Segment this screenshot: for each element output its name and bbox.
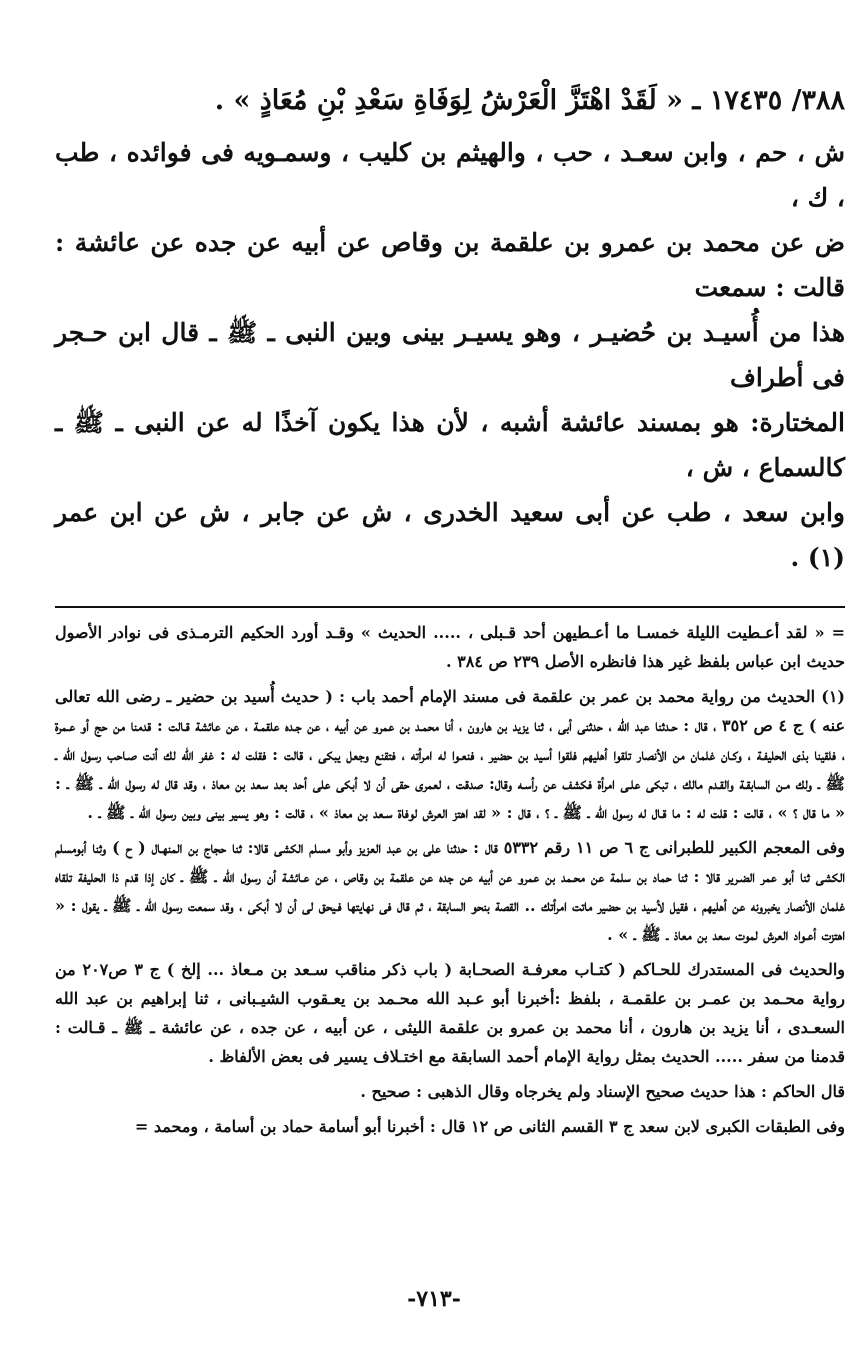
hadith-line: ض عن محمد بن عمرو بن علقمة بن وقاص عن أبيه عن جده عن عائشة : قالت : سمعت [55, 228, 845, 302]
hadith-heading: ٣٨٨/ ١٧٤٣٥ ـ « لَقَدْ اهْتَزَّ الْعَرْشُ لِوَفَاةِ سَعْدِ بْنِ مُعَاذٍ » . [214, 85, 845, 116]
footnote-paragraph: والحديث فى المستدرك للحـاكم ( كتـاب معرفـة الصحـابة ( باب ذكر مناقب سـعد بن مـعاذ ... إلخ ) ج ٣ ص٢٠٧ من رواية محـمد بن عمـر بن علقمـة ، بلفظ :أخبرنا أبو عـبد الله محـمد بن يعـقوب الشيـبانى ، ثنا إبراهيم بن عبد الله السعـدى ، أنا يزيد بن هارون ، أنا محمد بن عمرو بن علقمة الليثى ، عن أبيه ، عن جده ، عن عائشة ـ ﷺ ـ قـالت : قدمنا من سفر ..... الحديث بمثل رواية الإمام أحمد السابقة مع اختـلاف يسير فى بعض الألفاظ . [55, 960, 846, 1066]
document-page [55, 78, 845, 1147]
footnote-divider [55, 606, 845, 608]
hadith-line: ش ، حم ، وابن سعـد ، حب ، والهيثم بن كليب ، وسمـويه فى فوائده ، طب ، ك ، [55, 138, 845, 212]
page-number: -٧١٣- [407, 1286, 461, 1312]
footnotes [55, 618, 845, 1141]
footnote-paragraph: = « لقد أعـطيت الليلة خمسـا ما أعـطيهن أحد قـبلى ، ..... الحديث » وقـد أورد الحكيم الترمـذى فى نوادر الأصول حديث ابن عباس بلفظ غير هذا فانظره الأصل ٢٣٩ ص ٣٨٤ . [55, 623, 845, 671]
hadith-body [55, 130, 845, 580]
hadith-line: وابن سعد ، طب عن أبى سعيد الخدرى ، ش عن جابر ، ش عن ابن عمر (١) . [55, 498, 845, 572]
footnote-paragraph: (١) الحديث من رواية محمد بن عمر بن علقمة فى مسند الإمام أحمد باب : ( حديث أُسيد بن حضير ـ رضى الله تعالى عنه ) ج ٤ ص ٣٥٢ ، قال : حـدثنا عبد الله ، حدثنى أبى ، ثنا يزيد بن هارون ، أنا محمـد بن عمرو عن أبيه ، عن جـده علقمـة ، عن عائشة قـالت : قدمنا من حج أو عـمرة ، فلقينا بذى الحليفـة ، وكـان غلمان من الأنصار تلقوا أهليهم فلقوا أسيد بن حضير ، فنعـوا له امرأته ، فتقنع وجعل يبكى ، قالت : فقلت له : غفر الله لك أنت صـاحب رسول الله ـ ﷺ ـ ولك مـن السابقـة والقـدم مالك ، تبكى علـى امرأة فكشف عن رأسـه وقال: صدقت ، لعمرى حقى أن لا أبكى على أحد بعد سعد بن معاذ ، وقد قال له رسول الله ـ ﷺ ـ : « ما قال ؟ » ، قالت : قلت له : ما قـال له رسول الله ـ ﷺ ـ ؟ ، قال : « لقد اهتز العرش لوفاة سـعد بن معاذ » ، قالت : وهو يسير بينى وبين رسول الله ـ ﷺ ـ . [55, 687, 846, 822]
footnote-paragraph: قال الحاكم : هذا حديث صحيح الإسناد ولم يخرجاه وقال الذهبى : صحيح . [360, 1082, 845, 1101]
hadith-line: هذا من أُسيـد بن حُضيـر ، وهو يسيـر بينى وبين النبى ـ ﷺ ـ قال ابن حـجر فى أطراف [55, 318, 845, 392]
footnote-paragraph: وفى الطبقات الكبرى لابن سعد ج ٣ القسم الثانى ص ١٢ قال : أخبرنا أبو أسامة حماد بن أسامة ، ومحمد = [134, 1117, 845, 1136]
hadith-line: المختارة: هو بمسند عائشة أشبه ، لأن هذا يكون آخذًا له عن النبى ـ ﷺ ـ كالسماع ، ش ، [55, 408, 845, 482]
footnote-paragraph: وفى المعجم الكبير للطبرانى ج ٦ ص ١١ رقم ٥٣٣٢ قال : حدثنا على بن عبد العزيز وأبو مسلم الكشى قالا: ثنا حجاج بن المنهـال ( ح ) وثنا أبومسلم الكشى ثنا أبو عمر الضـرير قالا : ثنا حماد بن سلمة عن محـمد بن عمرو عن أبيه عن جده عن علقمة بن وقاص ، عن عـائشة أن رسول الله ـ ﷺ ـ كان إذا قدم ذا الحليفة تلقاه غلمان الأنصار يخبرونه عن أهليهم ، فقيل لأسيد بن حضير ماتت امرأتك .. القصة بنحو السابقة ، ثم قال فى نهايتها فـيحق لى أن لا أبكى ، وقد سمعت رسول الله ـ ﷺ ـ يقول : « اهتزت أعـواد العرش لموت سعد بن معاذ ـ ﷺ ـ » . [55, 838, 846, 944]
